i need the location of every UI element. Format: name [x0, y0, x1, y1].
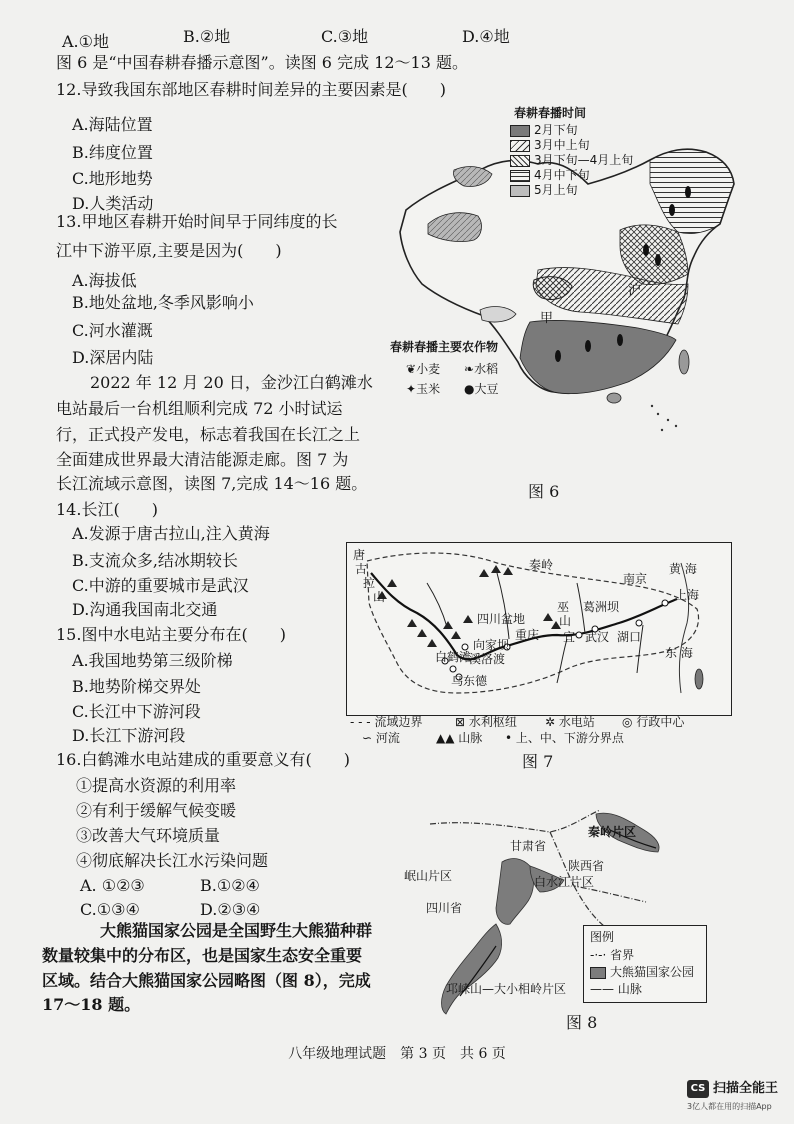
fig7-label-wuhan: 武汉	[585, 630, 610, 644]
fig7-legend-basin-boundary	[350, 715, 422, 729]
fig7-label-donghai: 东 海	[665, 646, 693, 660]
q16-option-b: B.①②④	[200, 876, 260, 895]
q16-option-a: A. ①②③	[80, 876, 145, 895]
fig6-crop-title: 春耕春播主要农作物	[390, 340, 499, 354]
fig6-crop-wheat	[406, 362, 440, 376]
fig6-crop-corn	[406, 382, 440, 396]
admin-center-icon: ◎	[622, 715, 633, 729]
fig8-label-qionglai: 邛崃山—大小相岭片区	[446, 982, 567, 996]
wheat-icon: ❦	[406, 362, 417, 376]
fig7-label-shan2: 山	[559, 614, 572, 628]
q11-option-b: B.②地	[183, 27, 231, 46]
rice-icon: ❧	[464, 362, 475, 376]
passage2-line2: 数量较集中的分布区，也是国家生态安全重要	[42, 946, 363, 965]
passage1-line5: 长江流域示意图，读图 7,完成 14～16 题。	[56, 474, 368, 493]
river-icon: ∽	[362, 731, 373, 745]
q14-stem: 14.长江( )	[56, 500, 158, 519]
q15-option-b: B.地势阶梯交界处	[72, 677, 201, 696]
page-footer: 八年级地理试题 第 3 页 共 6 页	[288, 1046, 506, 1062]
fig8-label-qinling: 秦岭片区	[588, 825, 637, 839]
fig6-legend-swatch-5	[510, 185, 530, 197]
fig6-intro: 图 6 是“中国春耕春播示意图”。读图 6 完成 12～13 题。	[56, 53, 468, 72]
fig7-label-baihetan: 白鹤滩	[435, 650, 472, 664]
fig8-label-baishuijiang: 白水江片区	[534, 875, 595, 889]
fig6-legend-title: 春耕春播时间	[514, 106, 587, 120]
q14-option-d: D.沟通我国南北交通	[72, 600, 218, 619]
q16-option-c: C.①③④	[80, 900, 140, 919]
fig7-label-xiangjiaba: 向家坝	[473, 638, 510, 652]
fig6-legend-label-3: 3月下旬—4月上旬	[534, 153, 634, 167]
fig7-legend-boundary-point-label: 上、中、下游分界点	[515, 731, 624, 745]
q12-option-d: D.人类活动	[72, 194, 154, 213]
fig6-legend-label-4: 4月中下旬	[534, 168, 590, 182]
fig7-yangtze-basin-map	[346, 542, 732, 716]
passage1-line1: 2022 年 12 月 20 日，金沙江白鹤滩水	[90, 373, 373, 392]
fig7-label-la: 拉	[363, 576, 376, 590]
scanner-tagline: 3亿人都在用的扫描App	[687, 1102, 772, 1111]
q16-item-2: ②有利于缓解气候变暖	[76, 801, 237, 820]
fig7-label-nanjing: 南京	[623, 572, 648, 586]
q16-item-1: ①提高水资源的利用率	[76, 776, 237, 795]
fig8-legend-border-label: 省界	[610, 948, 635, 962]
fig8-legend-mountain	[590, 982, 642, 996]
scanner-logo-icon: CS	[687, 1080, 709, 1098]
hydro-station-icon: ✲	[545, 715, 556, 729]
q12-stem: 12.导致我国东部地区春耕时间差异的主要因素是( )	[56, 80, 446, 99]
fig7-label-yi: 宜	[563, 630, 576, 644]
q15-option-c: C.长江中下游河段	[72, 702, 201, 721]
q13-stem-line2: 江中下游平原,主要是因为( )	[56, 241, 282, 260]
fig6-legend-label-1: 2月下旬	[534, 123, 578, 137]
scanner-watermark	[687, 1080, 787, 1116]
fig7-legend-boundary-point	[505, 731, 624, 745]
fig6-label-jia: 甲	[540, 311, 554, 326]
park-area-icon	[590, 967, 606, 979]
fig8-legend-mountain-label: 山脉	[617, 982, 642, 996]
fig7-legend-admin-label: 行政中心	[636, 715, 685, 729]
q11-option-a: A.①地	[62, 32, 109, 51]
q13-option-b: B.地处盆地,冬季风影响小	[72, 293, 254, 312]
q12-option-c: C.地形地势	[72, 169, 153, 188]
fig6-crop-soybean	[464, 382, 499, 396]
fig6-label-hu: 沪	[628, 283, 642, 298]
q11-option-d: D.④地	[462, 27, 510, 46]
fig7-label-chongqing: 重庆	[515, 628, 540, 642]
q16-option-d: D.②③④	[200, 900, 261, 919]
fig6-legend-item-3	[510, 153, 633, 167]
fig8-label-gansu: 甘肃省	[510, 839, 547, 853]
fig8-legend-border	[590, 948, 634, 962]
fig7-label-hukou: 湖口	[617, 630, 642, 644]
fig8-label-sichuan: 四川省	[426, 901, 463, 915]
passage1-line3: 行，正式投产发电，标志着我国在长江之上	[56, 425, 361, 444]
passage2-line4: 17～18 题。	[42, 995, 141, 1014]
fig7-label-tang: 唐	[353, 548, 366, 562]
soybean-icon: ●	[464, 382, 475, 396]
fig7-legend-mountain-label: 山脉	[458, 731, 483, 745]
q15-stem: 15.图中水电站主要分布在( )	[56, 625, 286, 644]
q12-option-a: A.海陆位置	[72, 115, 153, 134]
q16-item-4: ④彻底解决长江水污染问题	[76, 851, 269, 870]
fig6-legend-item-1	[510, 123, 578, 137]
fig7-legend-hydro	[545, 715, 595, 729]
province-border-icon: -·-·	[590, 948, 607, 962]
fig6-crop-rice-label: 水稻	[474, 362, 499, 376]
fig6-legend-swatch-3	[510, 155, 530, 167]
mountain-icon: ▲▲	[436, 731, 455, 745]
fig7-label-gu: 古	[355, 562, 368, 576]
fig7-legend-river-label: 河流	[375, 731, 400, 745]
fig7-legend-water-project-label: 水利枢纽	[468, 715, 517, 729]
fig7-legend-hydro-label: 水电站	[558, 715, 595, 729]
fig7-legend-mountain	[436, 731, 482, 745]
fig8-label-minshan: 岷山片区	[404, 869, 453, 883]
fig6-legend-swatch-2	[510, 140, 530, 152]
fig6-caption: 图 6	[528, 482, 560, 501]
fig6-crop-corn-label: 玉米	[416, 382, 441, 396]
fig6-legend-swatch-1	[510, 125, 530, 137]
q16-stem: 16.白鹤滩水电站建成的重要意义有( )	[56, 750, 350, 769]
q13-option-a: A.海拔低	[72, 271, 137, 290]
dashed-line-icon: - - -	[350, 715, 371, 729]
fig6-legend-item-2	[510, 138, 590, 152]
q13-stem-line1: 13.甲地区春耕开始时间早于同纬度的长	[56, 212, 338, 231]
fig6-legend-label-2: 3月中上旬	[534, 138, 590, 152]
q14-option-c: C.中游的重要城市是武汉	[72, 576, 249, 595]
fig8-legend-park-label: 大熊猫国家公园	[610, 965, 695, 979]
fig8-label-shaanxi: 陕西省	[568, 859, 605, 873]
q15-option-a: A.我国地势第三级阶梯	[72, 651, 233, 670]
q15-option-d: D.长江下游河段	[72, 726, 186, 745]
fig8-legend-park	[590, 965, 694, 979]
fig7-legend-admin	[622, 715, 684, 729]
corn-icon: ✦	[406, 382, 417, 396]
fig7-label-gezhouba: 葛洲坝	[583, 600, 620, 614]
fig7-caption: 图 7	[522, 752, 554, 771]
fig7-label-shanghai: 上海	[675, 588, 700, 602]
fig7-legend-river	[362, 731, 400, 745]
fig6-crop-wheat-label: 小麦	[416, 362, 441, 376]
q14-option-a: A.发源于唐古拉山,注入黄海	[72, 524, 270, 543]
fig6-crop-soybean-label: 大豆	[474, 382, 499, 396]
passage1-line2: 电站最后一台机组顺利完成 72 小时试运	[56, 399, 343, 418]
fig6-legend	[508, 106, 638, 196]
fig8-legend	[583, 925, 707, 1003]
passage2-line3: 区域。结合大熊猫国家公园略图（图 8），完成	[42, 971, 371, 990]
fig8-caption: 图 8	[566, 1013, 598, 1032]
fig7-label-xiluodu: 溪洛渡	[469, 652, 506, 666]
passage2-line1: 大熊猫国家公园是全国野生大熊猫种群	[100, 921, 373, 940]
dam-icon: ⊠	[455, 715, 466, 729]
q11-option-c: C.③地	[321, 27, 369, 46]
fig6-crop-rice	[464, 362, 498, 376]
fig6-china-spring-plowing-map	[388, 100, 788, 500]
q14-option-b: B.支流众多,结冰期较长	[72, 551, 238, 570]
fig7-label-wudongde: 乌东德	[451, 674, 488, 688]
fig7-legend-water-project	[455, 715, 517, 729]
q12-option-b: B.纬度位置	[72, 143, 153, 162]
fig6-legend-label-5: 5月上旬	[534, 183, 578, 197]
q13-option-c: C.河水灌溉	[72, 321, 153, 340]
fig7-label-shan: 山	[373, 590, 386, 604]
fig6-legend-item-4	[510, 168, 590, 182]
fig7-legend-basin-boundary-label: 流域边界	[374, 715, 423, 729]
fig7-label-qinling: 秦岭	[529, 558, 554, 572]
dot-icon: •	[505, 731, 513, 745]
fig7-label-wu: 巫	[557, 600, 570, 614]
scanner-name: 扫描全能王	[713, 1081, 779, 1096]
fig8-legend-title: 图例	[590, 930, 615, 944]
q16-item-3: ③改善大气环境质量	[76, 826, 221, 845]
fig6-legend-item-5	[510, 183, 578, 197]
fig6-legend-swatch-4	[510, 170, 530, 182]
q13-option-d: D.深居内陆	[72, 348, 154, 367]
passage1-line4: 全面建成世界最大清洁能源走廊。图 7 为	[56, 450, 349, 469]
mountain-line-icon: ——	[590, 982, 614, 996]
fig7-label-huanghai: 黄 海	[669, 562, 697, 576]
fig7-label-sichuan-basin: 四川盆地	[477, 612, 526, 626]
